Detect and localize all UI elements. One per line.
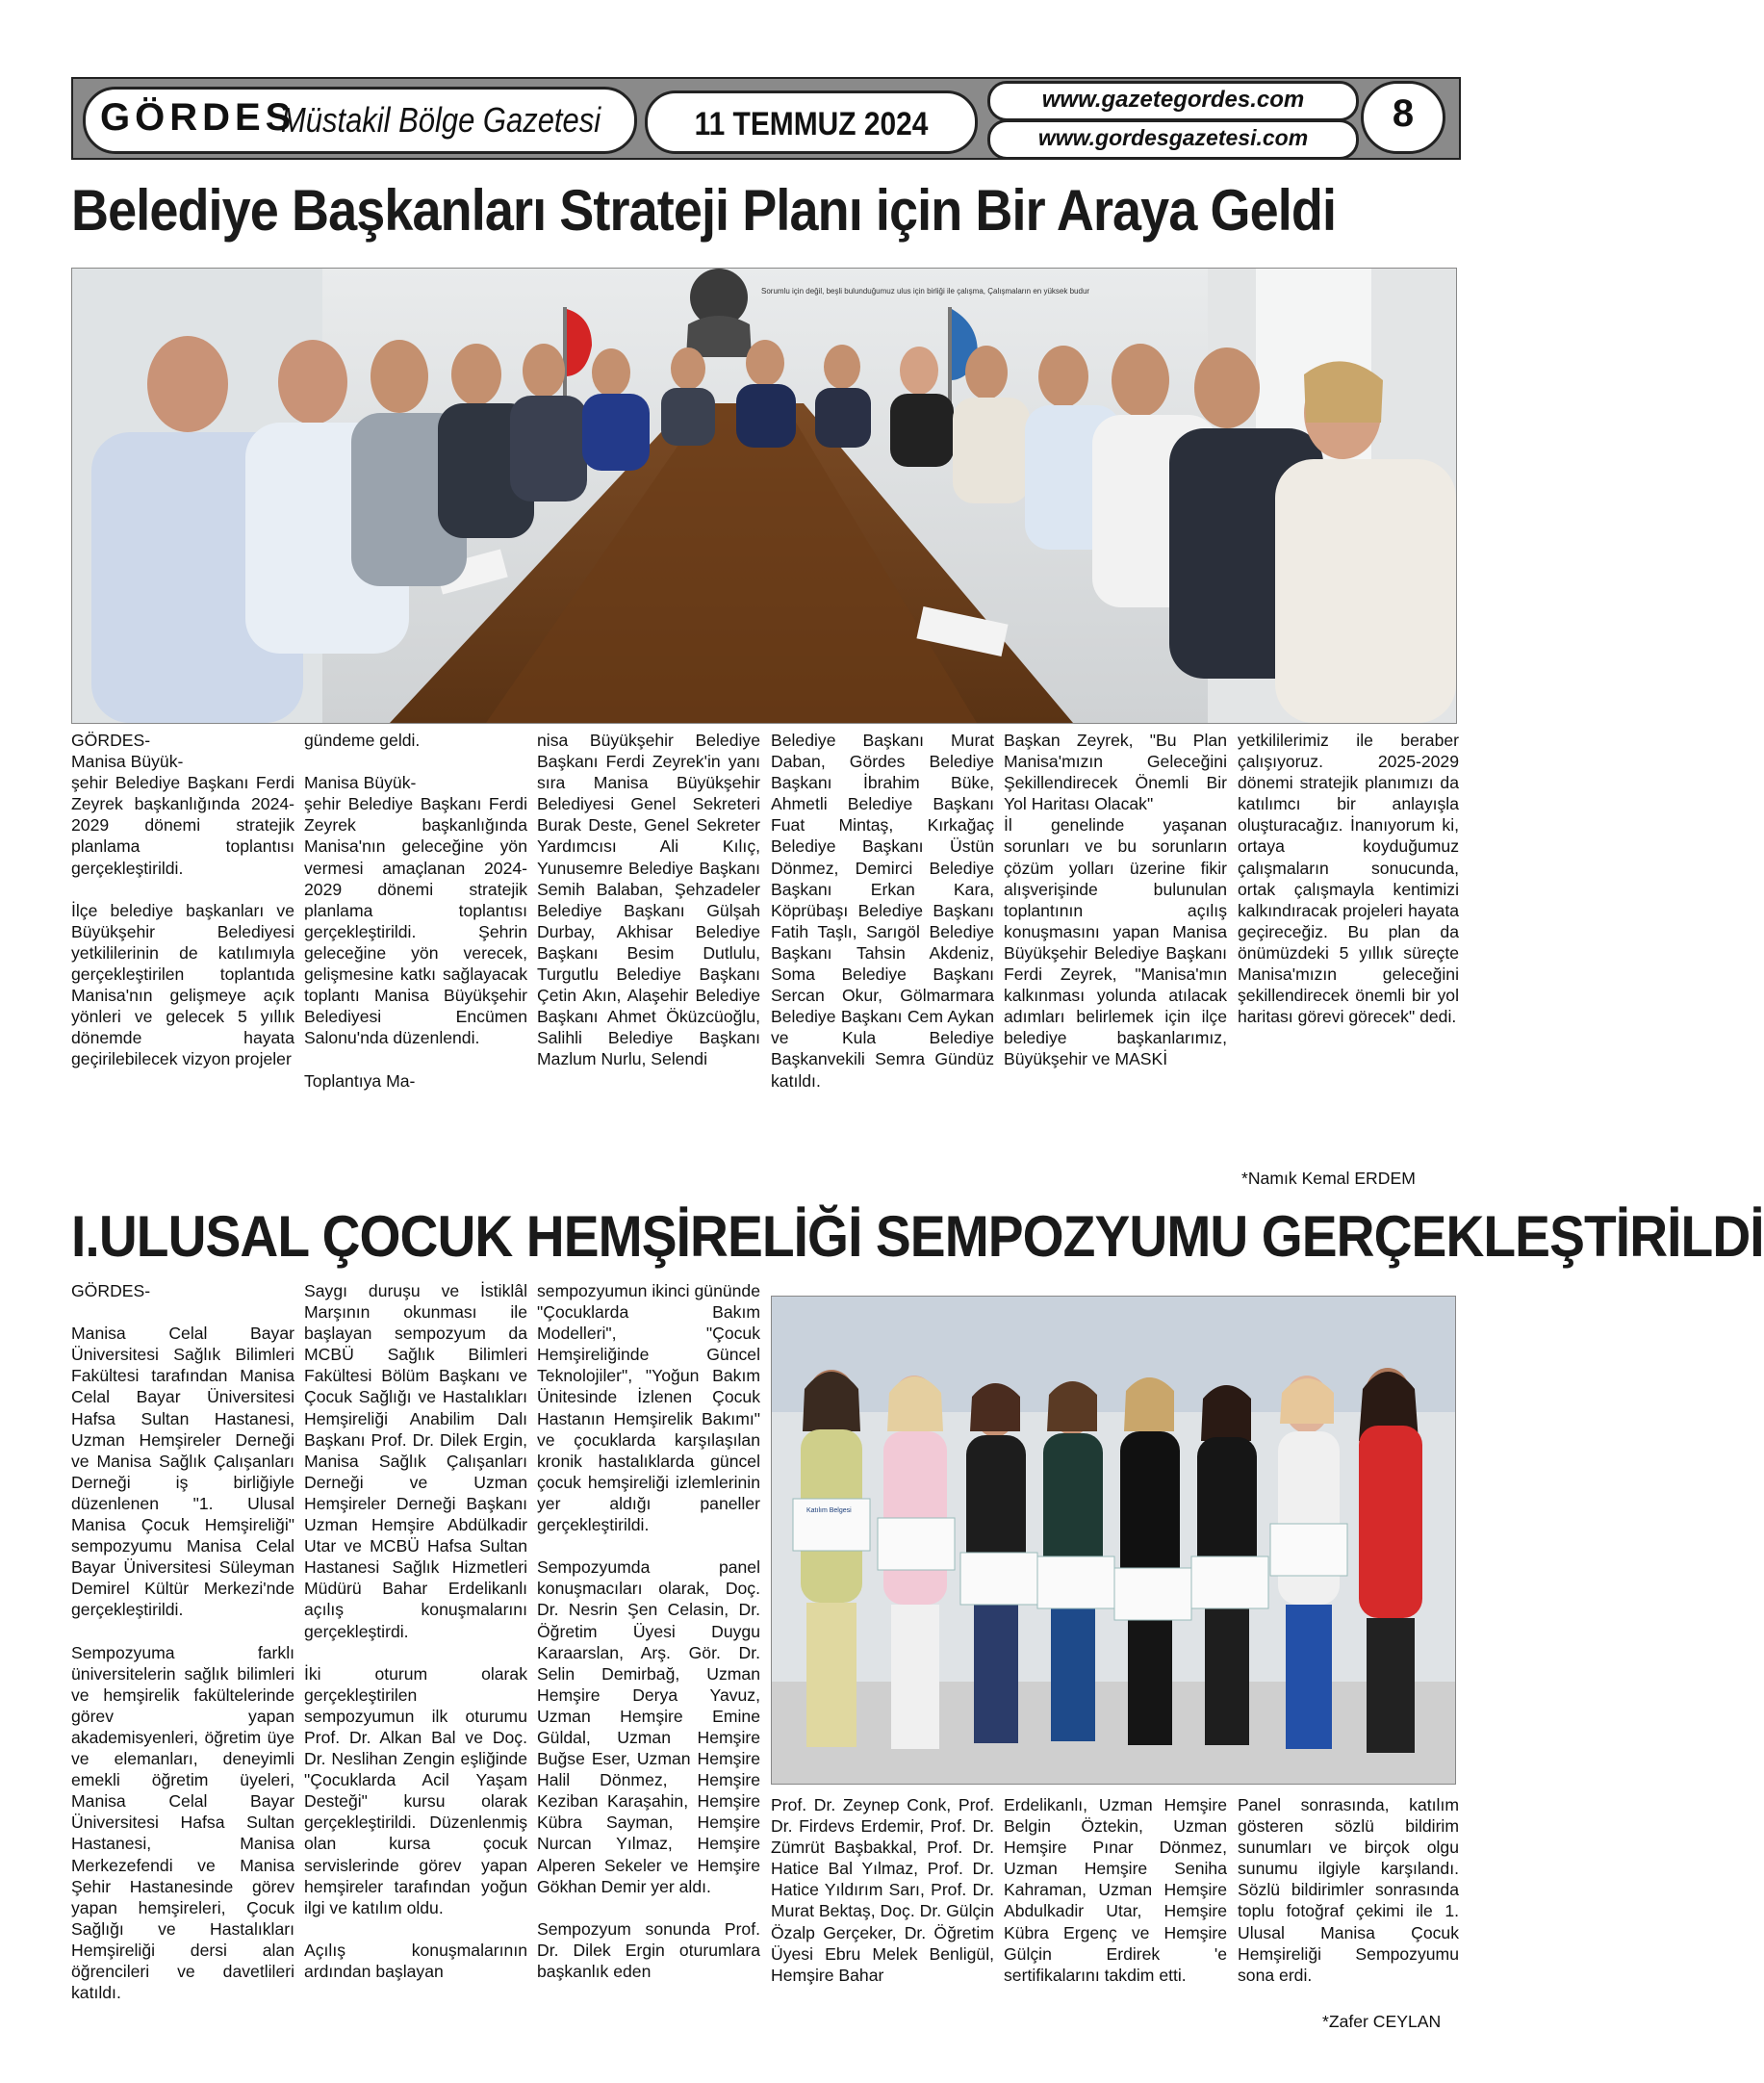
article1-column-4: Belediye Başkanı Murat Daban, Gördes Belediye Başkanı İbrahim Büke, Ahmetli Belediye Başkanı Fuat Mintaş, Kırkağaç Belediye Başkanı Üstün Dönmez, Demirci Belediye Başkanı Erkan Kara, Köprübaşı Belediye Başkanı Fatih Taşlı, Sarıgöl Belediye Başkanı Tahsin Akdeniz, Soma Belediye Başkanı Sercan Okur, Gölmarmara Belediye Başkanı Cem Aykan ve Kula Belediye Başkanvekili Semra Gündüz katıldı. xyxy=(771,731,994,1091)
article2-author: *Zafer CEYLAN xyxy=(1322,2012,1442,2031)
article1-column-2: gündeme geldi. Manisa Büyük- şehir Belediye Başkanı Ferdi Zeyrek başkanlığında Manisa'nın geleceğine yön vermesi amaçlanan 2024-2029 dönemi stratejik planlama toplantısı gerçekleştirildi. Şehrin geleceğine yön verecek, gelişmesine katkı sağlayacak toplantı Manisa Büyükşehir Belediyesi Encümen Salonu'nda düzenlendi. Toplantıya Ma- xyxy=(304,731,527,1091)
article1-column-5: Başkan Zeyrek, "Bu Plan Manisa'mızın Geleceğini Şekillendirecek Önemli Bir Yol Haritası Olacak" İl genelinde yaşanan sorunları ve bu sorunların çözüm yolları üzerine fikir alışverişinde bulunulan toplantının açılış konuşmasını yapan Manisa Büyükşehir Belediye Başkanı Ferdi Zeyrek, "Manisa'mın kalkınması yolunda atılacak adımları belirlemek için ilçe belediye başkanlarımız, Büyükşehir ve MASKİ xyxy=(1004,731,1227,1069)
wall-text: Sorumlu için değil, beşli bulunduğumuz ulus için birliği ile çalışma, Çalışmaların en yüksek budur xyxy=(761,287,1090,296)
symposium-photo-illustration xyxy=(772,1297,1455,1784)
article2-column-1: GÖRDES- Manisa Celal Bayar Üniversitesi Sağlık Bilimleri Fakültesi tarafından Manisa Celal Bayar Üniversitesi Hafsa Sultan Hastanesi, Uzman Hemşireler Derneği ve Manisa Sağlık Çalışanları Derneği iş birliğiyle düzenlenen "1. Ulusal Manisa Çocuk Hemşireliği" sempozyumu Manisa Celal Bayar Üniversitesi Süleyman Demirel Kültür Merkezi'nde gerçekleştirildi. Sempozyuma farklı üniversitelerin sağlık bilimleri ve hemşirelik fakültelerinde görev yapan akademisyenleri, öğretim üye ve elemanları, deneyimli emekli öğretim üyeleri, Manisa Celal Bayar Üniversitesi Hafsa Sultan Hastanesi, Manisa Merkezefendi ve Manisa Şehir Hastanesinde görev yapan hemşireleri, Çocuk Sağlığı ve Hastalıkları Hemşireliği dersi alan öğrencileri ve davetlileri katıldı. xyxy=(71,1281,294,2003)
article1-column-1: GÖRDES- Manisa Büyük- şehir Belediye Başkanı Ferdi Zeyrek başkanlığında 2024-2029 dönemi stratejik planlama toplantısı gerçekleştirildi. İlçe belediye başkanları ve Büyükşehir Belediyesi yetkililerinin de katılımıyla gerçekleştirilen toplantıda Manisa'nın gelişmeye açık yönleri ve gelecek 5 yıllık dönemde hayata geçirilebilecek vizyon projeler xyxy=(71,731,294,1069)
article2-column-5: Erdelikanlı, Uzman Hemşire Belgin Öztekin, Uzman Hemşire Pınar Dönmez, Uzman Hemşire Seniha Kahraman, Uzman Hemşire Abdulkadir Utar, Hemşire Kübra Ergenç ve Hemşire Gülçin Erdirek 'e sertifikalarını takdim etti. xyxy=(1004,1795,1227,1985)
newspaper-subtitle: Müstakil Bölge Gazetesi xyxy=(281,100,601,140)
article1-column-6: yetkililerimiz ile beraber çalışıyoruz. 2025-2029 dönemi stratejik planımızı da katılımcı bir anlayışla oluşturacağız. İnanıyorum ki, ortaya koyduğumuz çalışmaların sonucunda, ortak çalışmayla kentimizi kalkındıracak projeleri hayata geçireceğiz. Bu plan da önümüzdeki 5 yıllık süreçte Manisa'mızın geleceğini şekillendirecek önemli bir yol haritası görevi görecek" dedi. xyxy=(1238,731,1459,1027)
issue-date: 11 TEMMUZ 2024 xyxy=(694,106,929,142)
article-headline-2: I.ULUSAL ÇOCUK HEMŞİRELİĞİ SEMPOZYUMU GERÇEKLEŞTİRİLDİ xyxy=(71,1204,1764,1269)
website-link-primary[interactable]: www.gazetegordes.com xyxy=(1041,87,1305,113)
article2-column-6: Panel sonrasında, katılım gösteren sözlü bildirim sunumları ve birçok olgu sunumu ilgiyle karşılandı. Sözlü bildirimler sonrasında toplu fotoğraf çekimi ile 1. Ulusal Manisa Çocuk Hemşireliği Sempozyumu sona erdi. xyxy=(1238,1795,1459,1985)
article2-column-2: Saygı duruşu ve İstiklâl Marşının okunması ile başlayan sempozyum da MCBÜ Sağlık Bilimleri Fakültesi Bölüm Başkanı ve Çocuk Sağlığı ve Hastalıkları Hemşireliği Anabilim Dalı Başkanı Prof. Dr. Dilek Ergin, Manisa Sağlık Çalışanları Derneği ve Uzman Hemşireler Derneği Başkanı Uzman Hemşire Abdülkadir Utar ve MCBÜ Hafsa Sultan Hastanesi Sağlık Hizmetleri Müdürü Bahar Erdelikanlı açılış konuşmalarını gerçekleştirdi. İki oturum olarak gerçekleştirilen sempozyumun ilk oturumu Prof. Dr. Alkan Bal ve Doç. Dr. Neslihan Zengin eşliğinde "Çocuklarda Acil Yaşam Desteği" kursu olarak gerçekleştirildi. Düzenlenmiş olan kursa çocuk servislerinde görev yapan hemşireler tarafından yoğun ilgi ve katılım oldu. Açılış konuşmalarının ardından başlayan xyxy=(304,1281,527,1981)
article-headline: Belediye Başkanları Strateji Planı için Bir Araya Geldi xyxy=(71,178,1337,243)
website-link-secondary[interactable]: www.gordesgazetesi.com xyxy=(1037,125,1309,150)
article2-column-4: Prof. Dr. Zeynep Conk, Prof. Dr. Firdevs Erdemir, Prof. Dr. Zümrüt Başbakkal, Prof. Dr. Hatice Bal Yılmaz, Prof. Dr. Hatice Yıldırım Sarı, Prof. Dr. Murat Bektaş, Doç. Dr. Gülçin Özalp Gerçeker, Dr. Öğretim Üyesi Ebru Melek Benligül, Hemşire Bahar xyxy=(771,1795,994,1985)
article1-author: *Namık Kemal ERDEM xyxy=(1241,1169,1416,1188)
meeting-photo-illustration xyxy=(72,269,1456,723)
article2-column-3: sempozyumun ikinci gününde "Çocuklarda Bakım Modelleri", "Çocuk Hemşireliğinde Güncel Teknolojiler", "Yoğun Bakım Ünitesinde İzlenen Çocuk Hastanın Hemşirelik Bakımı" ve çocuklarda karşılaşılan kronik hastalıklarda güncel çocuk hemşireliği izlemlerinin yer aldığı paneller gerçekleştirildi. Sempozyumda panel konuşmacıları olarak, Doç. Dr. Nesrin Şen Celasin, Dr. Öğretim Üyesi Duygu Karaarslan, Arş. Gör. Dr. Selin Demirbağ, Uzman Hemşire Derya Yavuz, Uzman Hemşire Emine Güldal, Uzman Hemşire Buğse Eser, Uzman Hemşire Halil Dönmez, Hemşire Keziban Karaşahin, Hemşire Kübra Sayman, Hemşire Nurcan Yılmaz, Hemşire Alperen Sekeler ve Hemşire Gökhan Demir yer aldı. Sempozyum sonunda Prof. Dr. Dilek Ergin oturumlara başkanlık eden xyxy=(537,1281,760,1981)
newspaper-name: GÖRDES xyxy=(100,96,296,139)
certificate-label: Katılım Belgesi xyxy=(806,1507,852,1514)
meeting-photo xyxy=(71,268,1457,724)
article1-column-3: nisa Büyükşehir Belediye Başkanı Ferdi Zeyrek'in yanı sıra Manisa Büyükşehir Belediyesi Genel Sekreteri Burak Deste, Genel Sekreter Yardımcısı Ali Kılıç, Yunusemre Belediye Başkanı Semih Balaban, Şehzadeler Belediye Başkanı Gülşah Durbay, Akhisar Belediye Başkanı Besim Dutlulu, Turgutlu Belediye Başkanı Çetin Akın, Alaşehir Belediye Başkanı Ahmet Öküzcüoğlu, Salihli Belediye Başkanı Mazlum Nurlu, Selendi xyxy=(537,731,760,1069)
symposium-photo xyxy=(771,1296,1456,1785)
page-number: 8 xyxy=(1392,92,1415,135)
